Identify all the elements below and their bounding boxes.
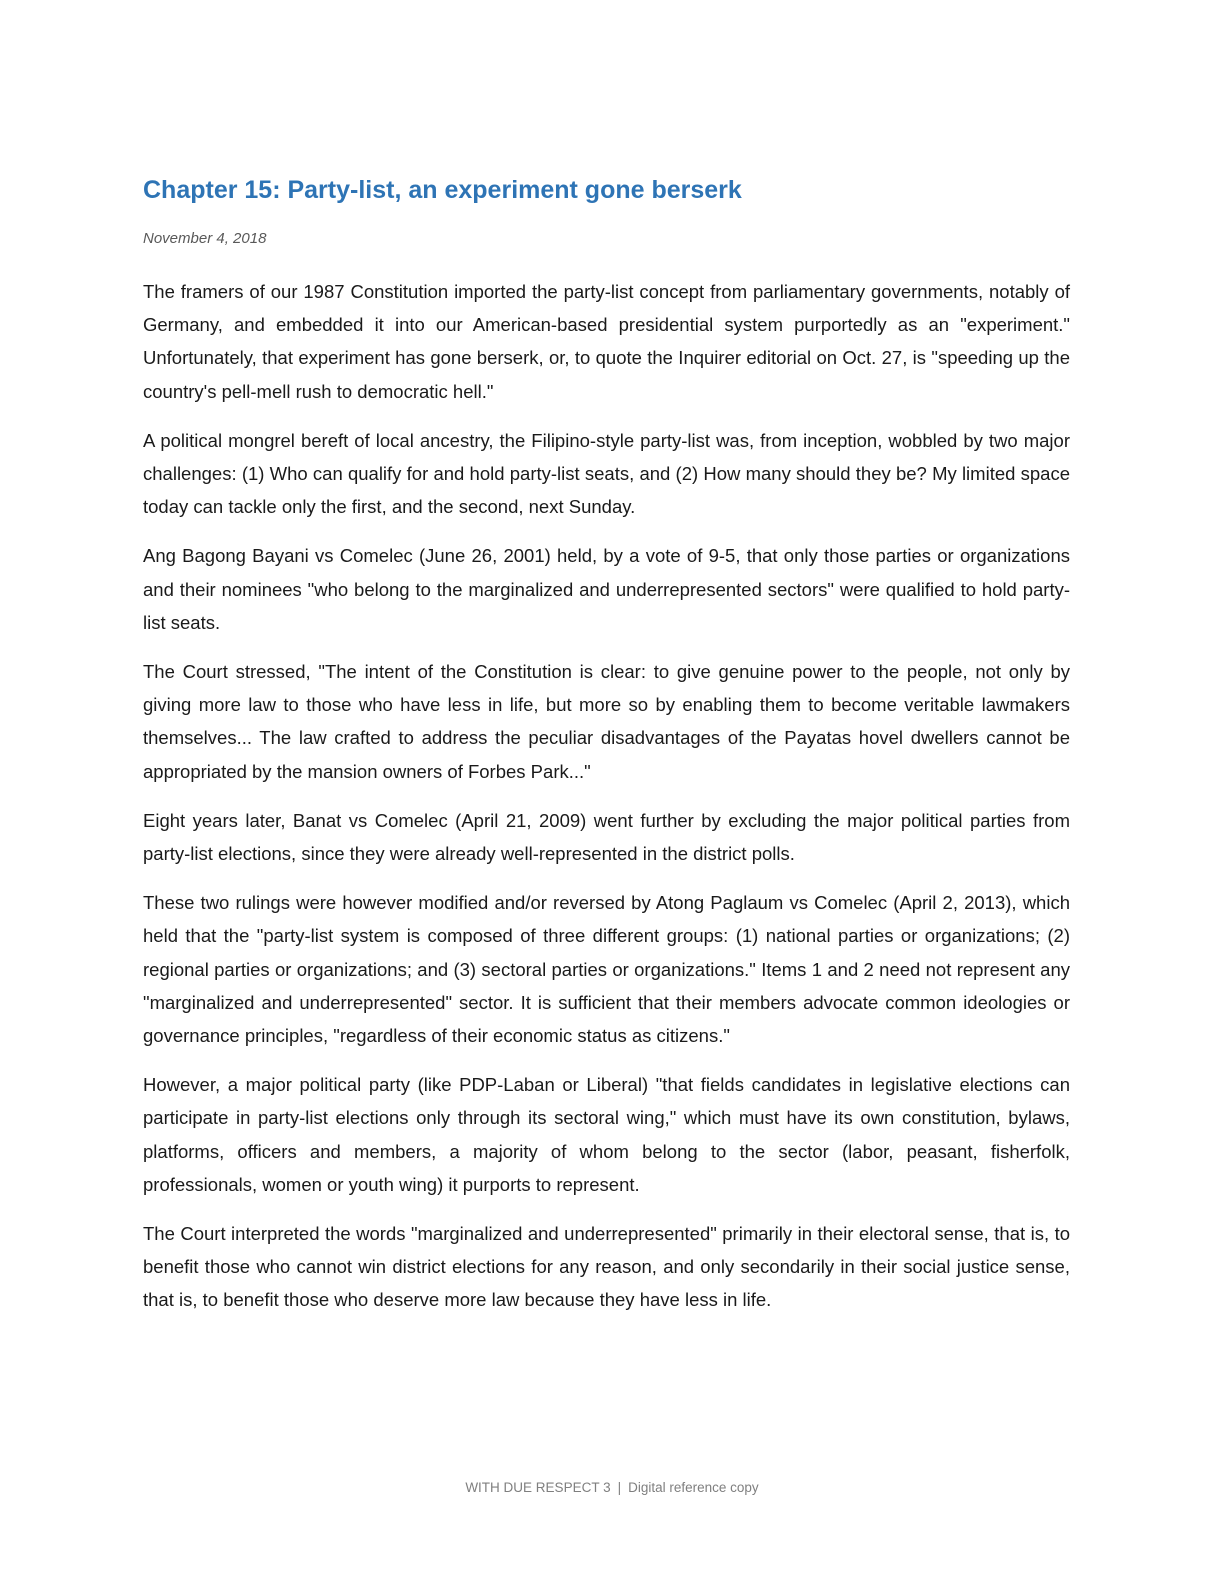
footer-book-title: WITH DUE RESPECT 3 <box>465 1480 611 1495</box>
footer-note: Digital reference copy <box>628 1480 759 1495</box>
article-body <box>143 275 1070 1317</box>
paragraph: However, a major political party (like PDP-Laban or Liberal) "that fields candidates in legislative elections can participate in party-list elections only through its sectoral wing," which must have its own constitution, bylaws, platforms, officers and members, a majority of whom belong to the sector (labor, peasant, fisherfolk, professionals, women or youth wing) it purports to represent. <box>143 1074 1070 1195</box>
paragraph: A political mongrel bereft of local ancestry, the Filipino-style party-list was, from inception, wobbled by two major challenges: (1) Who can qualify for and hold party-list seats, and (2) How many should they be? My limited space today can tackle only the first, and the second, next Sunday. <box>143 429 1070 518</box>
paragraph: The framers of our 1987 Constitution imported the party-list concept from parliamentary governments, notably of Germany, and embedded it into our American-based presidential system purportedly as an "experiment." Unfortunately, that experiment has gone berserk, or, to quote the Inquirer editorial on Oct. 27, is "speeding up the country's pell-mell rush to democratic hell." <box>143 281 1070 402</box>
paragraph: These two rulings were however modified and/or reversed by Atong Paglaum vs Comelec (April 2, 2013), which held that the "party-list system is composed of three different groups: (1) national parties or organizations; (2) regional parties or organizations; and (3) sectoral parties or organizations." Items 1 and 2 need not represent any "marginalized and underrepresented" sector. It is sufficient that their members advocate common ideologies or governance principles, "regardless of their economic status as citizens." <box>143 892 1070 1047</box>
footer-separator: | <box>617 1480 622 1495</box>
page-footer <box>0 1478 1224 1498</box>
publication-date: November 4, 2018 <box>143 230 267 247</box>
paragraph: Ang Bagong Bayani vs Comelec (June 26, 2001) held, by a vote of 9-5, that only those parties or organizations and their nominees "who belong to the marginalized and underrepresented sectors" were qualified to hold party-list seats. <box>143 545 1070 633</box>
chapter-title: Chapter 15: Party-list, an experiment gone berserk <box>143 176 742 204</box>
paragraph: Eight years later, Banat vs Comelec (April 21, 2009) went further by excluding the major political parties from party-list elections, since they were already well-represented in the district polls. <box>143 809 1070 865</box>
paragraph: The Court interpreted the words "marginalized and underrepresented" primarily in their electoral sense, that is, to benefit those who cannot win district elections for any reason, and only secondarily in their social justice sense, that is, to benefit those who deserve more law because they have less in life. <box>143 1223 1070 1311</box>
document-page <box>143 170 1070 1333</box>
paragraph: The Court stressed, "The intent of the Constitution is clear: to give genuine power to the people, not only by giving more law to those who have less in life, but more so by enabling them to become veritable lawmakers themselves... The law crafted to address the peculiar disadvantages of the Payatas hovel dwellers cannot be appropriated by the mansion owners of Forbes Park..." <box>143 661 1070 782</box>
